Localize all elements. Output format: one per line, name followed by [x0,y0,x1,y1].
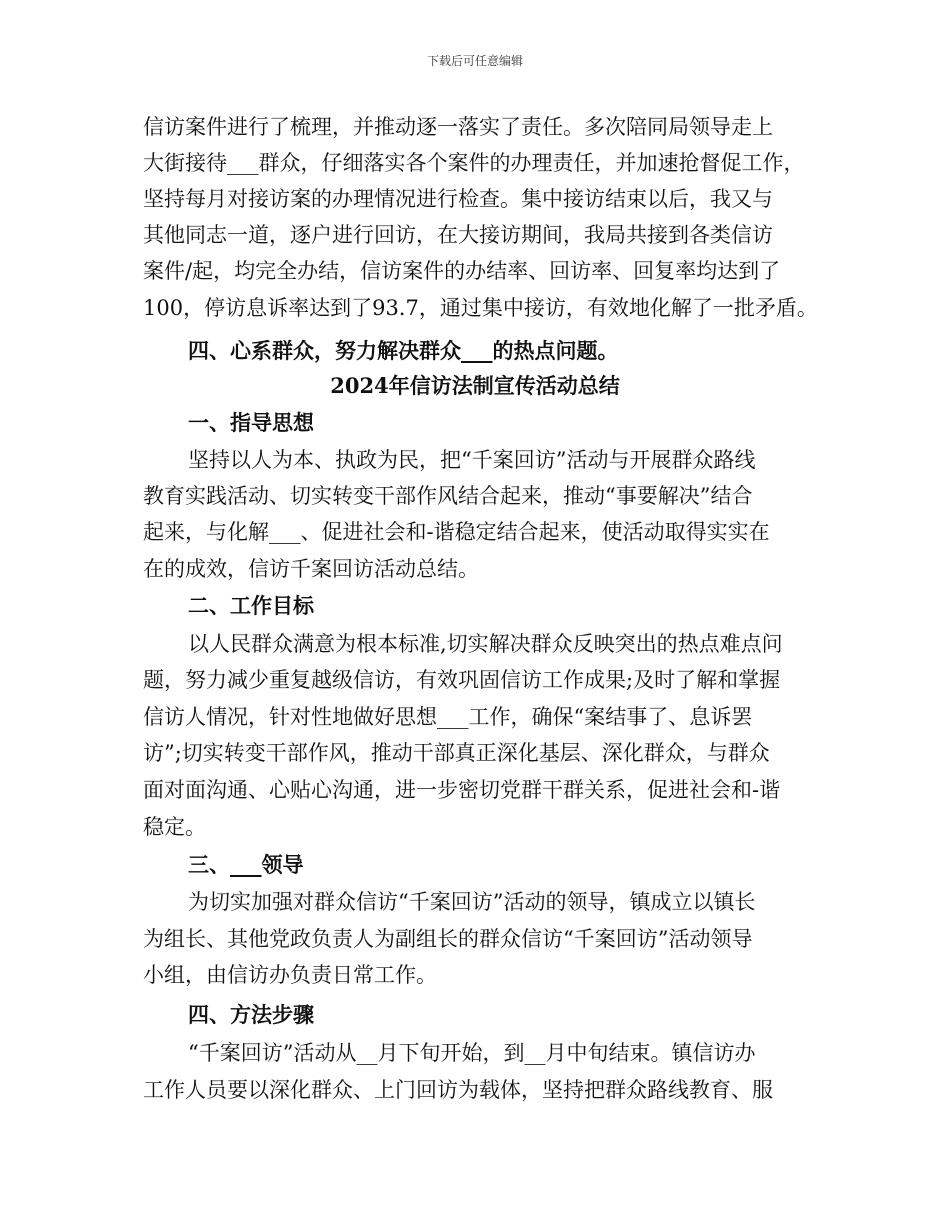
section-heading: 一、指导思想 [188,410,314,435]
body-line: 其他同志一道，逐户进行回访，在大接访期间，我局共接到各类信访 [143,223,773,247]
section-heading: 四、方法步骤 [188,1002,314,1027]
body-line: 工作人员要以深化群众、上门回访为载体，坚持把群众路线教育、服 [143,1078,773,1102]
body-line: 100，停访息诉率达到了93.7，通过集中接访，有效地化解了一批矛盾。 [143,296,818,320]
body-line: 坚持每月对接访案的办理情况进行检查。集中接访结束以后，我又与 [143,187,773,211]
page-header: 下载后可任意编辑 [426,54,523,68]
body-line: 坚持以人为本、执政为民，把“千案回访”活动与开展群众路线 [188,448,756,472]
body-line: 起来，与化解___、促进社会和-谐稳定结合起来，使活动取得实实在 [143,520,770,544]
body-line: 在的成效，信访千案回访活动总结。 [143,557,479,581]
section-heading: 二、工作目标 [188,593,314,618]
body-line: 为切实加强对群众信访“千案回访”活动的领导，镇成立以镇长 [188,890,756,914]
section-heading: 四、心系群众，努力解决群众___的热点问题。 [188,338,619,363]
body-line: 访”;切实转变干部作风，推动干部真正深化基层、深化群众，与群众 [143,741,770,765]
body-line: 大街接待___群众，仔细落实各个案件的办理责任，并加速抢督促工作， [143,151,805,175]
body-line: 题，努力减少重复越级信访，有效巩固信访工作成果;及时了解和掌握 [143,668,781,692]
body-line: 面对面沟通、心贴心沟通，进一步密切党群干群关系，促进社会和-谐 [143,778,781,802]
body-line: 以人民群众满意为根本标准,切实解决群众反映突出的热点难点问 [188,632,783,656]
body-line: 信访人情况，针对性地做好思想___工作，确保“案结事了、息诉罢 [143,705,753,729]
body-line: 稳定。 [143,815,206,839]
body-line: 信访案件进行了梳理，并推动逐一落实了责任。多次陪同局领导走上 [143,115,773,139]
body-line: 教育实践活动、切实转变干部作风结合起来，推动“事要解决”结合 [143,484,753,508]
body-line: 小组，由信访办负责日常工作。 [143,963,437,987]
body-line: 案件/起，均完全办结，信访案件的办结率、回访率、回复率均达到了 [143,259,781,283]
body-line: “千案回访”活动从__月下旬开始，到__月中旬结束。镇信访办 [188,1041,756,1065]
body-line: 为组长、其他党政负责人为副组长的群众信访“千案回访”活动领导 [143,927,753,951]
document-title: 2024年信访法制宣传活动总结 [330,373,620,398]
section-heading: 三、___领导 [188,852,304,877]
